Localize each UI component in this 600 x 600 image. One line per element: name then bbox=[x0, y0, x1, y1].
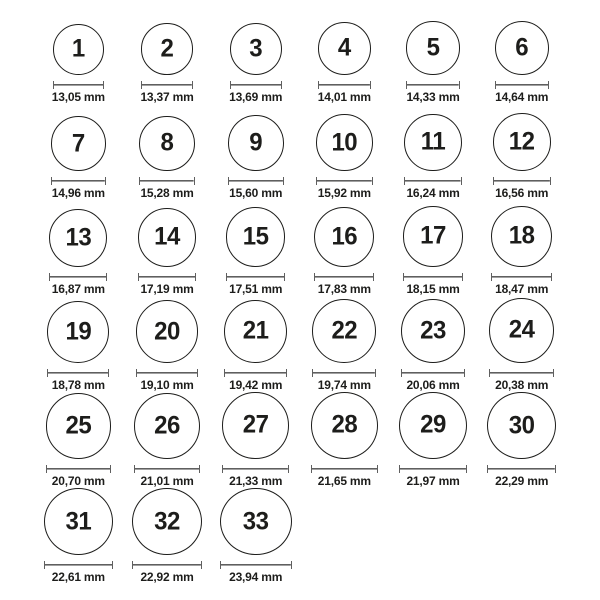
ring-cell bbox=[34, 200, 123, 296]
ring-circle bbox=[406, 21, 459, 74]
ring-circle bbox=[49, 209, 107, 267]
ring-cell bbox=[477, 104, 566, 200]
diameter-ruler bbox=[226, 273, 286, 281]
ring-cell bbox=[123, 392, 212, 488]
ring-circle bbox=[224, 300, 287, 363]
ring-circle bbox=[495, 21, 549, 75]
diameter-label: 19,42 mm bbox=[229, 377, 283, 392]
diameter-ruler bbox=[314, 273, 374, 281]
ring-circle bbox=[220, 488, 292, 555]
ring-cell bbox=[211, 296, 300, 392]
ring-size-number: 8 bbox=[160, 128, 174, 157]
ring-circle bbox=[312, 299, 376, 363]
diameter-ruler bbox=[136, 369, 199, 377]
ring-circle bbox=[228, 115, 284, 171]
ring-size-number: 27 bbox=[242, 410, 269, 440]
ring-cell bbox=[300, 104, 389, 200]
diameter-label: 18,15 mm bbox=[406, 281, 460, 296]
ring-cell bbox=[211, 8, 300, 104]
diameter-label: 13,69 mm bbox=[229, 89, 283, 104]
diameter-ruler bbox=[230, 81, 282, 89]
diameter-label: 15,60 mm bbox=[229, 185, 283, 200]
ring-cell bbox=[211, 200, 300, 296]
ring-size-number: 13 bbox=[65, 222, 92, 252]
ring-circle bbox=[47, 301, 109, 363]
ring-cell bbox=[123, 488, 212, 584]
ring-circle bbox=[136, 300, 199, 363]
diameter-label: 16,24 mm bbox=[406, 185, 460, 200]
diameter-ruler bbox=[49, 273, 107, 281]
ring-size-number: 12 bbox=[508, 127, 535, 156]
diameter-ruler bbox=[53, 81, 104, 89]
ring-size-number: 31 bbox=[65, 506, 92, 536]
ring-size-number: 2 bbox=[160, 34, 174, 63]
ring-size-number: 33 bbox=[242, 506, 269, 536]
diameter-ruler bbox=[224, 369, 287, 377]
diameter-ruler bbox=[132, 561, 202, 569]
ring-circle bbox=[134, 393, 200, 459]
ring-grid bbox=[34, 8, 566, 584]
diameter-label: 18,78 mm bbox=[51, 377, 105, 392]
ring-cell bbox=[34, 104, 123, 200]
diameter-label: 22,92 mm bbox=[140, 569, 194, 584]
diameter-ruler bbox=[495, 81, 549, 89]
diameter-ruler bbox=[491, 273, 552, 281]
diameter-label: 19,74 mm bbox=[317, 377, 371, 392]
diameter-label: 13,05 mm bbox=[51, 89, 105, 104]
ring-cell bbox=[477, 296, 566, 392]
ring-circle bbox=[314, 207, 374, 267]
ring-cell bbox=[34, 8, 123, 104]
ring-cell bbox=[34, 488, 123, 584]
diameter-ruler bbox=[316, 177, 373, 185]
diameter-label: 17,83 mm bbox=[317, 281, 371, 296]
ring-circle bbox=[141, 23, 193, 75]
ring-cell bbox=[389, 296, 478, 392]
diameter-ruler bbox=[493, 177, 551, 185]
ring-cell bbox=[211, 392, 300, 488]
ring-size-number: 16 bbox=[331, 222, 358, 251]
ring-circle bbox=[403, 206, 464, 267]
diameter-ruler bbox=[311, 465, 378, 473]
ring-circle bbox=[311, 392, 378, 459]
ring-size-number: 10 bbox=[331, 127, 358, 157]
diameter-label: 18,47 mm bbox=[495, 281, 549, 296]
ring-circle bbox=[487, 392, 556, 459]
ring-cell bbox=[477, 8, 566, 104]
ring-cell bbox=[389, 104, 478, 200]
ring-size-number: 24 bbox=[508, 315, 535, 345]
ring-size-number: 32 bbox=[154, 506, 180, 536]
ring-size-number: 22 bbox=[331, 316, 358, 345]
diameter-label: 15,28 mm bbox=[140, 185, 194, 200]
diameter-label: 21,65 mm bbox=[317, 473, 371, 488]
diameter-label: 20,38 mm bbox=[495, 377, 549, 392]
ring-circle bbox=[51, 116, 106, 171]
ring-cell bbox=[34, 296, 123, 392]
ring-size-number: 11 bbox=[420, 127, 446, 156]
ring-cell bbox=[477, 200, 566, 296]
diameter-label: 16,56 mm bbox=[495, 185, 549, 200]
ring-circle bbox=[493, 113, 551, 171]
diameter-ruler bbox=[404, 177, 461, 185]
ring-circle bbox=[46, 393, 112, 459]
diameter-label: 17,51 mm bbox=[229, 281, 283, 296]
diameter-ruler bbox=[141, 81, 193, 89]
diameter-ruler bbox=[401, 369, 465, 377]
ring-cell bbox=[300, 296, 389, 392]
diameter-label: 14,64 mm bbox=[495, 89, 549, 104]
ring-size-number: 6 bbox=[515, 33, 529, 62]
ring-size-number: 3 bbox=[249, 34, 263, 63]
ring-cell bbox=[123, 8, 212, 104]
diameter-ruler bbox=[51, 177, 106, 185]
ring-size-number: 14 bbox=[154, 222, 180, 252]
ring-cell bbox=[389, 200, 478, 296]
diameter-ruler bbox=[138, 273, 197, 281]
ring-size-number: 20 bbox=[154, 316, 180, 346]
ring-circle bbox=[222, 392, 289, 459]
ring-circle bbox=[226, 207, 286, 267]
ring-circle bbox=[44, 488, 113, 555]
ring-size-number: 19 bbox=[65, 317, 92, 346]
ring-circle bbox=[139, 116, 194, 171]
diameter-ruler bbox=[139, 177, 194, 185]
ring-cell bbox=[389, 392, 478, 488]
ring-size-number: 28 bbox=[331, 410, 358, 440]
ring-cell bbox=[211, 104, 300, 200]
ring-circle bbox=[318, 22, 371, 75]
diameter-ruler bbox=[46, 465, 112, 473]
diameter-ruler bbox=[399, 465, 467, 473]
diameter-label: 14,33 mm bbox=[406, 89, 460, 104]
ring-size-number: 1 bbox=[71, 34, 85, 63]
ring-cell bbox=[300, 8, 389, 104]
diameter-label: 15,92 mm bbox=[317, 185, 371, 200]
diameter-ruler bbox=[44, 561, 113, 569]
diameter-ruler bbox=[406, 81, 459, 89]
ring-circle bbox=[316, 114, 373, 171]
diameter-label: 14,96 mm bbox=[51, 185, 105, 200]
diameter-ruler bbox=[228, 177, 284, 185]
ring-size-number: 30 bbox=[508, 410, 535, 440]
diameter-ruler bbox=[47, 369, 109, 377]
ring-cell bbox=[123, 104, 212, 200]
ring-size-number: 26 bbox=[154, 411, 180, 440]
diameter-label: 22,29 mm bbox=[495, 473, 549, 488]
diameter-ruler bbox=[489, 369, 554, 377]
ring-cell bbox=[300, 200, 389, 296]
diameter-label: 21,97 mm bbox=[406, 473, 460, 488]
ring-size-number: 4 bbox=[337, 33, 351, 63]
ring-size-number: 9 bbox=[249, 128, 263, 157]
diameter-label: 21,01 mm bbox=[140, 473, 194, 488]
ring-cell bbox=[34, 392, 123, 488]
ring-circle bbox=[489, 298, 554, 363]
ring-size-number: 18 bbox=[508, 221, 535, 250]
ring-circle bbox=[132, 488, 202, 555]
diameter-ruler bbox=[487, 465, 556, 473]
diameter-label: 19,10 mm bbox=[140, 377, 194, 392]
ring-size-number: 15 bbox=[242, 222, 269, 251]
ring-size-number: 17 bbox=[420, 221, 446, 251]
ring-circle bbox=[138, 208, 197, 267]
ring-cell bbox=[389, 8, 478, 104]
ring-circle bbox=[404, 114, 461, 171]
ring-size-number: 21 bbox=[242, 316, 269, 345]
diameter-label: 14,01 mm bbox=[317, 89, 371, 104]
diameter-ruler bbox=[318, 81, 371, 89]
diameter-label: 20,70 mm bbox=[51, 473, 105, 488]
diameter-ruler bbox=[134, 465, 200, 473]
diameter-label: 17,19 mm bbox=[140, 281, 194, 296]
diameter-label: 16,87 mm bbox=[51, 281, 105, 296]
ring-circle bbox=[491, 206, 552, 267]
diameter-ruler bbox=[220, 561, 292, 569]
diameter-label: 22,61 mm bbox=[51, 569, 105, 584]
ring-cell bbox=[211, 488, 300, 584]
diameter-ruler bbox=[312, 369, 376, 377]
ring-circle bbox=[399, 392, 467, 459]
ring-circle bbox=[53, 24, 104, 75]
ring-size-number: 5 bbox=[426, 33, 440, 62]
diameter-label: 21,33 mm bbox=[229, 473, 283, 488]
ring-cell bbox=[123, 200, 212, 296]
ring-circle bbox=[230, 23, 282, 75]
ring-size-number: 7 bbox=[71, 128, 85, 158]
ring-cell bbox=[123, 296, 212, 392]
diameter-label: 20,06 mm bbox=[406, 377, 460, 392]
ring-size-number: 29 bbox=[420, 410, 446, 440]
ring-cell bbox=[477, 392, 566, 488]
ring-circle bbox=[401, 299, 465, 363]
diameter-ruler bbox=[403, 273, 464, 281]
ring-size-number: 23 bbox=[420, 315, 446, 345]
diameter-label: 23,94 mm bbox=[229, 569, 283, 584]
diameter-ruler bbox=[222, 465, 289, 473]
ring-cell bbox=[300, 392, 389, 488]
ring-size-number: 25 bbox=[65, 411, 92, 440]
diameter-label: 13,37 mm bbox=[140, 89, 194, 104]
